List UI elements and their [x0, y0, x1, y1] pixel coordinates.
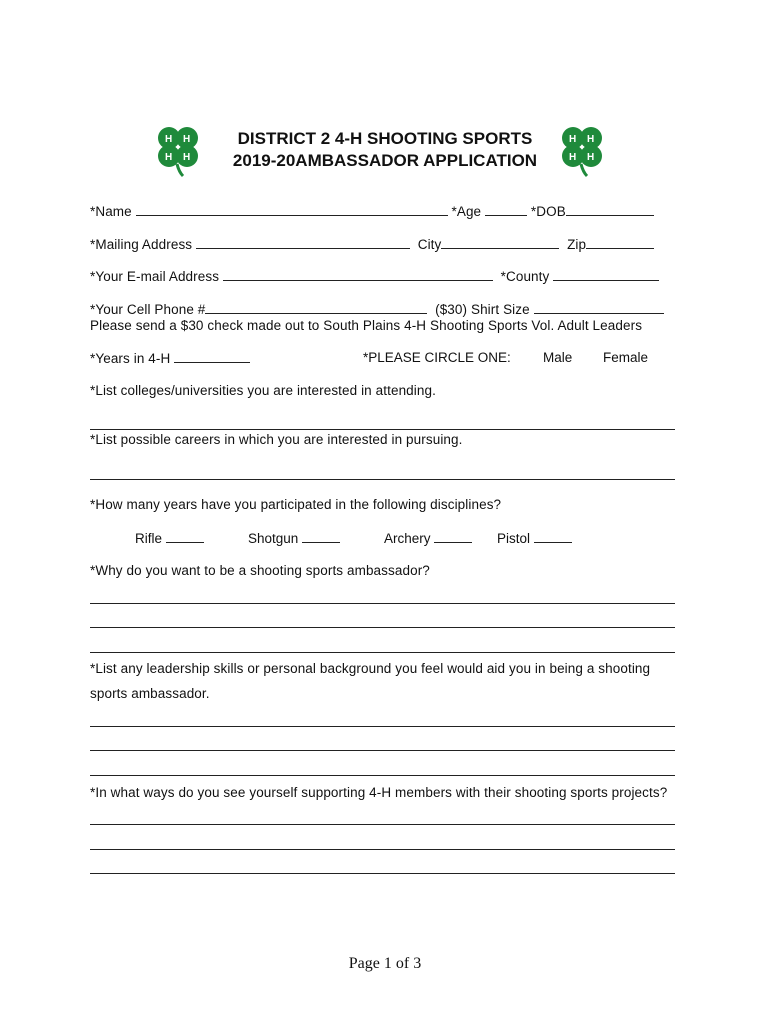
phone-row [90, 301, 664, 317]
svg-text:H: H [587, 152, 595, 163]
shotgun-field[interactable] [302, 530, 340, 543]
shotgun-row [248, 530, 340, 546]
why-answer-line-1[interactable] [90, 603, 675, 604]
page-title-line2: 2019-20AMBASSADOR APPLICATION [232, 151, 538, 170]
dob-field[interactable] [566, 203, 654, 216]
supporting-answer-line-3[interactable] [90, 873, 675, 874]
rifle-field[interactable] [166, 530, 204, 543]
disciplines-question: *How many years have you participated in the following disciplines? [90, 497, 502, 512]
svg-text:H: H [165, 134, 173, 145]
page-number: Page 1 of 3 [348, 955, 422, 972]
svg-text:H: H [183, 134, 191, 145]
mailing-address-field[interactable] [196, 236, 410, 249]
city-field[interactable] [441, 236, 559, 249]
name-label: *Name [90, 204, 132, 219]
years-row [90, 350, 250, 366]
svg-text:H: H [587, 134, 595, 145]
cell-phone-label: *Your Cell Phone # [90, 302, 206, 317]
pistol-label: Pistol [497, 531, 531, 546]
zip-label: Zip [567, 237, 587, 252]
leadership-answer-line-3[interactable] [90, 775, 675, 776]
colleges-question: *List colleges/universities you are interested in attending. [90, 383, 436, 398]
archery-row [384, 530, 472, 546]
female-option[interactable]: Female [603, 350, 649, 365]
four-h-clover-icon [153, 124, 203, 178]
zip-field[interactable] [586, 236, 654, 249]
leadership-answer-line-1[interactable] [90, 726, 675, 727]
page-title-line1: DISTRICT 2 4-H SHOOTING SPORTS [237, 129, 533, 148]
svg-text:H: H [569, 152, 577, 163]
rifle-label: Rifle [135, 531, 163, 546]
email-field[interactable] [223, 268, 493, 281]
circle-one-label: *PLEASE CIRCLE ONE: [363, 350, 511, 365]
svg-text:H: H [569, 134, 577, 145]
dob-label: *DOB [530, 204, 566, 219]
supporting-answer-line-2[interactable] [90, 849, 675, 850]
county-field[interactable] [553, 268, 659, 281]
leadership-answer-line-2[interactable] [90, 750, 675, 751]
svg-text:H: H [165, 152, 173, 163]
name-field[interactable] [136, 203, 448, 216]
male-option[interactable]: Male [543, 350, 573, 365]
email-label: *Your E-mail Address [90, 269, 220, 284]
years-in-4h-field[interactable] [174, 350, 250, 363]
supporting-answer-line-1[interactable] [90, 824, 675, 825]
archery-field[interactable] [434, 530, 472, 543]
age-label: *Age [451, 204, 482, 219]
age-field[interactable] [485, 203, 527, 216]
why-answer-line-2[interactable] [90, 627, 675, 628]
why-ambassador-question: *Why do you want to be a shooting sports ambassador? [90, 563, 430, 578]
shirt-size-field[interactable] [534, 301, 664, 314]
leadership-question-line1: *List any leadership skills or personal background you feel would aid you in being a shooting [90, 661, 651, 676]
svg-text:H: H [183, 152, 191, 163]
supporting-question: *In what ways do you see yourself supporting 4-H members with their shooting sports projects? [90, 785, 668, 800]
archery-label: Archery [384, 531, 431, 546]
shirt-size-label: ($30) Shirt Size [435, 302, 530, 317]
cell-phone-field[interactable] [205, 301, 427, 314]
county-label: *County [500, 269, 550, 284]
careers-question: *List possible careers in which you are interested in pursuing. [90, 432, 463, 447]
pistol-field[interactable] [534, 530, 572, 543]
name-row [90, 203, 654, 219]
address-row [90, 236, 654, 252]
leadership-question-line2: sports ambassador. [90, 686, 210, 701]
email-row [90, 268, 659, 284]
pistol-row [497, 530, 572, 546]
payment-note: Please send a $30 check made out to South Plains 4-H Shooting Sports Vol. Adult Leaders [90, 318, 643, 333]
careers-answer-line[interactable] [90, 479, 675, 480]
years-in-4h-label: *Years in 4-H [90, 351, 171, 366]
rifle-row [135, 530, 204, 546]
why-answer-line-3[interactable] [90, 652, 675, 653]
colleges-answer-line[interactable] [90, 429, 675, 430]
shotgun-label: Shotgun [248, 531, 299, 546]
city-label: City [417, 237, 442, 252]
mailing-address-label: *Mailing Address [90, 237, 193, 252]
